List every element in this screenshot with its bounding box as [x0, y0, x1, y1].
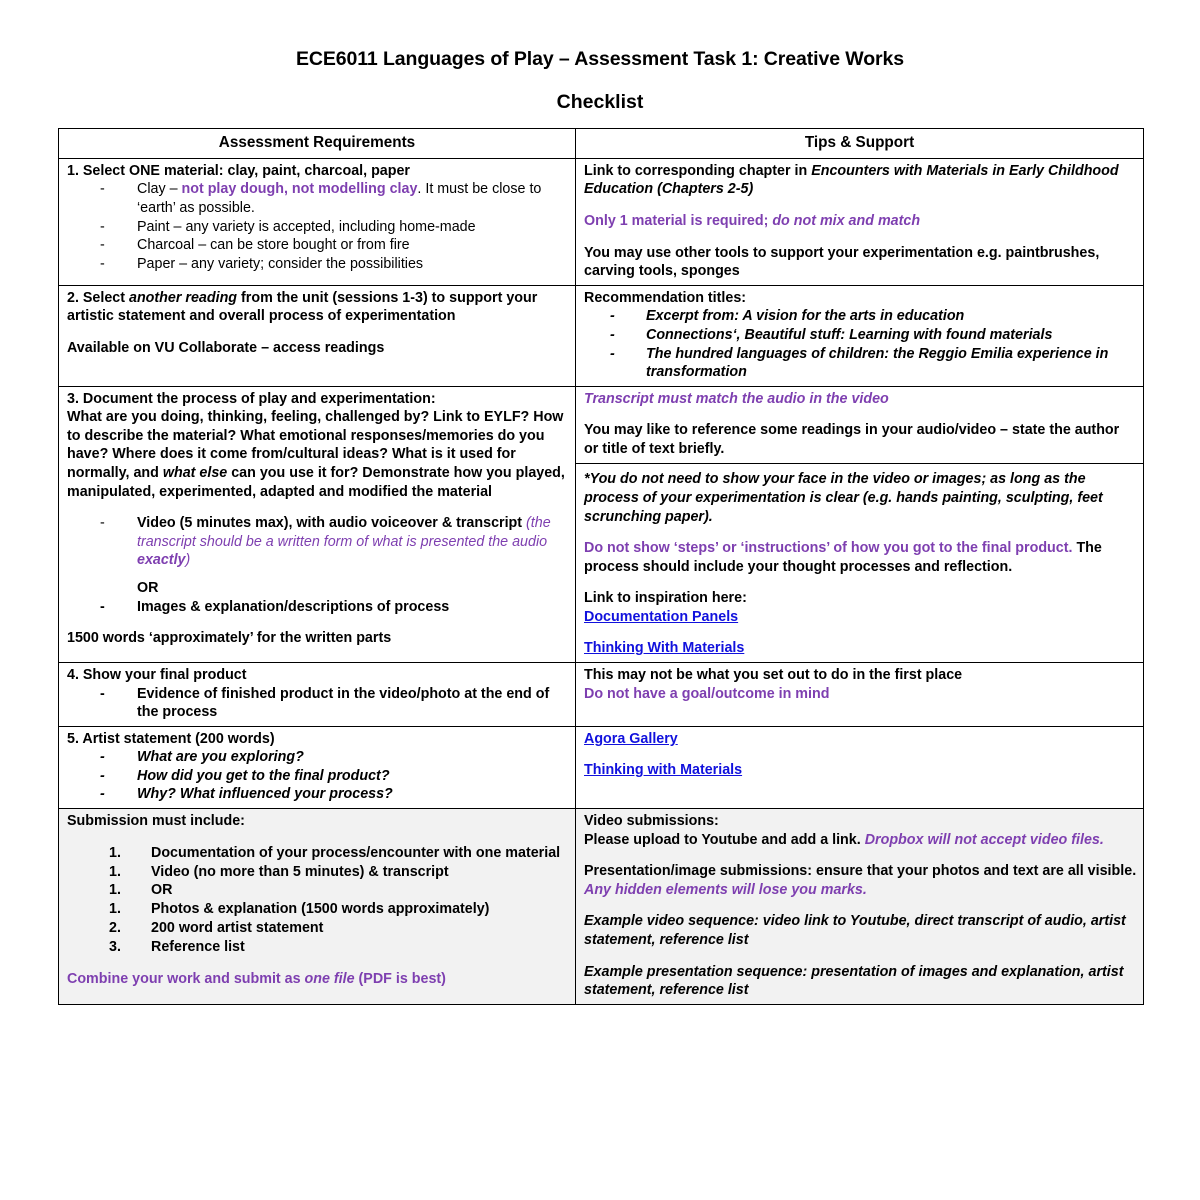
bullet-note-close: ) [185, 552, 191, 569]
requirement-3-cell [59, 386, 576, 662]
body-emphasis: what else [162, 464, 228, 481]
requirement-2-heading [67, 289, 569, 326]
requirement-3-bullet-list-2 [67, 598, 569, 617]
tip-chapters: (Chapters 2-5) [653, 181, 754, 198]
tips-5-cell [576, 726, 1144, 808]
footer-text: Combine your work and submit as [67, 970, 305, 987]
list-item: 200 word artist statement [151, 920, 324, 937]
table-row-requirement-1 [59, 158, 1144, 285]
requirement-4-bullet-list [67, 685, 569, 722]
bullet-text-pre: Clay – [137, 181, 182, 198]
tip-text: Link to [584, 162, 635, 179]
submission-requirements-cell [59, 809, 576, 1005]
requirement-3-footer: 1500 words ‘approximately’ for the written parts [67, 630, 392, 647]
list-item: - Evidence of finished product in the video/photo at the end of the process [67, 685, 569, 722]
tips-1-paragraph-2 [584, 212, 1137, 231]
table-row-requirement-2 [59, 285, 1144, 386]
tip-text: Please upload to Youtube and add a link. [584, 831, 865, 848]
requirement-1-bullet-list [67, 180, 569, 273]
assessment-checklist-table [58, 128, 1144, 1005]
requirement-1-cell [59, 158, 576, 285]
link-thinking-with-materials-2[interactable]: Thinking with Materials [584, 762, 743, 779]
recommendation-titles-list [584, 307, 1137, 381]
list-item: - Charcoal – can be store bought or from fire [67, 236, 569, 255]
tip-text: Presentation/image submissions: ensure that your photos and text are all visible. [584, 863, 1137, 880]
tip-text: The process should include your thought processes and reflection. [584, 540, 1102, 575]
column-header-assessment-requirements: Assessment Requirements [59, 129, 576, 159]
list-item: - Excerpt from: A vision for the arts in education [584, 307, 1137, 326]
submission-tips-cell [576, 809, 1144, 1005]
requirement-3-bullet-list [67, 514, 569, 570]
requirement-3-or-label: OR [137, 579, 159, 596]
list-item [67, 180, 569, 217]
heading-text: from the unit (sessions 1-3) to support your artistic statement and overall process of experimentation [67, 289, 538, 325]
tip-highlight-italic: do not mix and match [772, 213, 921, 230]
tips-1-paragraph-3: You may use other tools to support your experimentation e.g. paintbrushes, carving tools, sponges [584, 244, 1100, 280]
tips-1-paragraph-1 [584, 162, 1137, 199]
heading-emphasis: another reading [129, 289, 238, 306]
list-item: - What are you exploring? [67, 748, 569, 767]
submission-item-list [67, 844, 569, 957]
list-item [67, 514, 569, 570]
table-header-row [59, 129, 1144, 159]
tips-3-face-note: *You do not need to show your face in the video or images; as long as the process of your experimentation is clear (e.g. hands painting, sculpting, feet scrunching paper). [584, 471, 1103, 525]
submission-example-presentation: Example presentation sequence: presentation of images and explanation, artist statement, reference list [584, 963, 1124, 999]
tips-3-transcript-note: Transcript must match the audio in the video [584, 390, 889, 407]
requirement-5-cell [59, 726, 576, 808]
list-item: - Paint – any variety is accepted, including home-made [67, 218, 569, 237]
tips-4-paragraph-1: This may not be what you set out to do in the first place [584, 667, 963, 684]
heading-text: 2. Select [67, 289, 129, 306]
list-item: - Paper – any variety; consider the possibilities [67, 255, 569, 274]
link-thinking-with-materials[interactable]: Thinking With Materials [584, 640, 745, 657]
tip-text: chapter in [734, 162, 812, 179]
table-row-requirement-5 [59, 726, 1144, 808]
page-subtitle: Checklist [556, 91, 644, 114]
link-documentation-panels[interactable]: Documentation Panels [584, 608, 739, 625]
list-item: - Why? What influenced your process? [67, 785, 569, 804]
table-row-submission [59, 809, 1144, 1005]
list-item: - How did you get to the final product? [67, 767, 569, 786]
tip-book-title: Encounters with Materials in Early Childhood Education [584, 162, 1119, 198]
bullet-note: (the transcript should be a written form of what is presented the audio [137, 515, 551, 550]
requirement-4-cell [59, 663, 576, 727]
tips-2-cell [576, 285, 1144, 386]
submission-item-1-detail-3: Photos & explanation (1500 words approximately) [151, 901, 490, 918]
list-item: Reference list [151, 938, 245, 955]
tips-3-cell [576, 386, 1144, 662]
tips-4-paragraph-2: Do not have a goal/outcome in mind [584, 685, 830, 702]
column-header-tips-support: Tips & Support [576, 129, 1144, 159]
submission-item-1-detail-1: Video (no more than 5 minutes) & transcript [151, 863, 449, 880]
bullet-text-post: . It must be close to ‘earth’ as possible. [137, 181, 542, 217]
requirement-1-heading: 1. Select ONE material: clay, paint, charcoal, paper [67, 162, 410, 179]
list-item: Documentation of your process/encounter with one material [151, 844, 561, 861]
requirement-2-note: Available on VU Collaborate – access readings [67, 339, 385, 356]
bullet-text-emphasis: not play dough, not modelling clay [181, 181, 418, 198]
submission-heading: Submission must include: [67, 813, 245, 830]
tips-3-inspiration-label: Link to inspiration here: [584, 590, 747, 607]
recommendation-titles-heading: Recommendation titles: [584, 289, 747, 306]
tip-highlight: Only 1 material is required; [584, 213, 773, 230]
table-row-requirement-3 [59, 386, 1144, 662]
requirement-2-cell [59, 285, 576, 386]
tip-highlight: Do not show ‘steps’ or ‘instructions’ of how you got to the final product. [584, 540, 1073, 557]
submission-video-note [584, 831, 1137, 850]
tips-3-steps-note [584, 539, 1137, 576]
tip-highlight-italic: Dropbox will not accept video files. [864, 831, 1104, 848]
list-item: - The hundred languages of children: the Reggio Emilia experience in transformation [584, 345, 1137, 382]
body-text: can you use it for? Demonstrate how you played, manipulated, experimented, adapted and modified the material [67, 464, 565, 500]
footer-text: (PDF is best) [354, 970, 446, 987]
requirement-5-heading: 5. Artist statement (200 words) [67, 730, 275, 747]
footer-emphasis: one file [304, 970, 355, 987]
cell-divider [576, 463, 1143, 464]
requirement-3-heading: 3. Document the process of play and experimentation: [67, 390, 436, 407]
requirement-3-body [67, 408, 569, 501]
submission-footer [67, 970, 569, 989]
tip-text-bold: corresponding [634, 162, 735, 179]
submission-item-1-detail-2: OR [151, 882, 173, 899]
submission-presentation-note [584, 862, 1137, 899]
tips-4-cell [576, 663, 1144, 727]
page-title: ECE6011 Languages of Play – Assessment Task 1: Creative Works [295, 48, 905, 70]
requirement-5-bullet-list [67, 748, 569, 804]
tip-highlight-italic: Any hidden elements will lose you marks. [584, 881, 867, 898]
link-agora-gallery[interactable]: Agora Gallery [584, 730, 678, 747]
list-item: - Connections‘, Beautiful stuff: Learning with found materials [584, 326, 1137, 345]
table-row-requirement-4 [59, 663, 1144, 727]
tips-1-cell [576, 158, 1144, 285]
bullet-note-strong: exactly [137, 552, 186, 569]
bullet-text: Video (5 minutes max), with audio voiceover & transcript [137, 515, 527, 532]
list-item: - Images & explanation/descriptions of process [67, 598, 569, 617]
body-text: What are you doing, thinking, feeling, challenged by? Link to EYLF? How to describe the material? What emotional responses/memories do you have? Where does it come from/cultural ideas? What is it used for normally, and [67, 409, 564, 481]
submission-example-video: Example video sequence: video link to Youtube, direct transcript of audio, artist statement, reference list [584, 913, 1126, 948]
tips-3-reference-note: You may like to reference some readings in your audio/video – state the author or title of text briefly. [584, 422, 1120, 457]
requirement-4-heading: 4. Show your final product [67, 667, 247, 684]
submission-video-heading: Video submissions: [584, 813, 719, 830]
